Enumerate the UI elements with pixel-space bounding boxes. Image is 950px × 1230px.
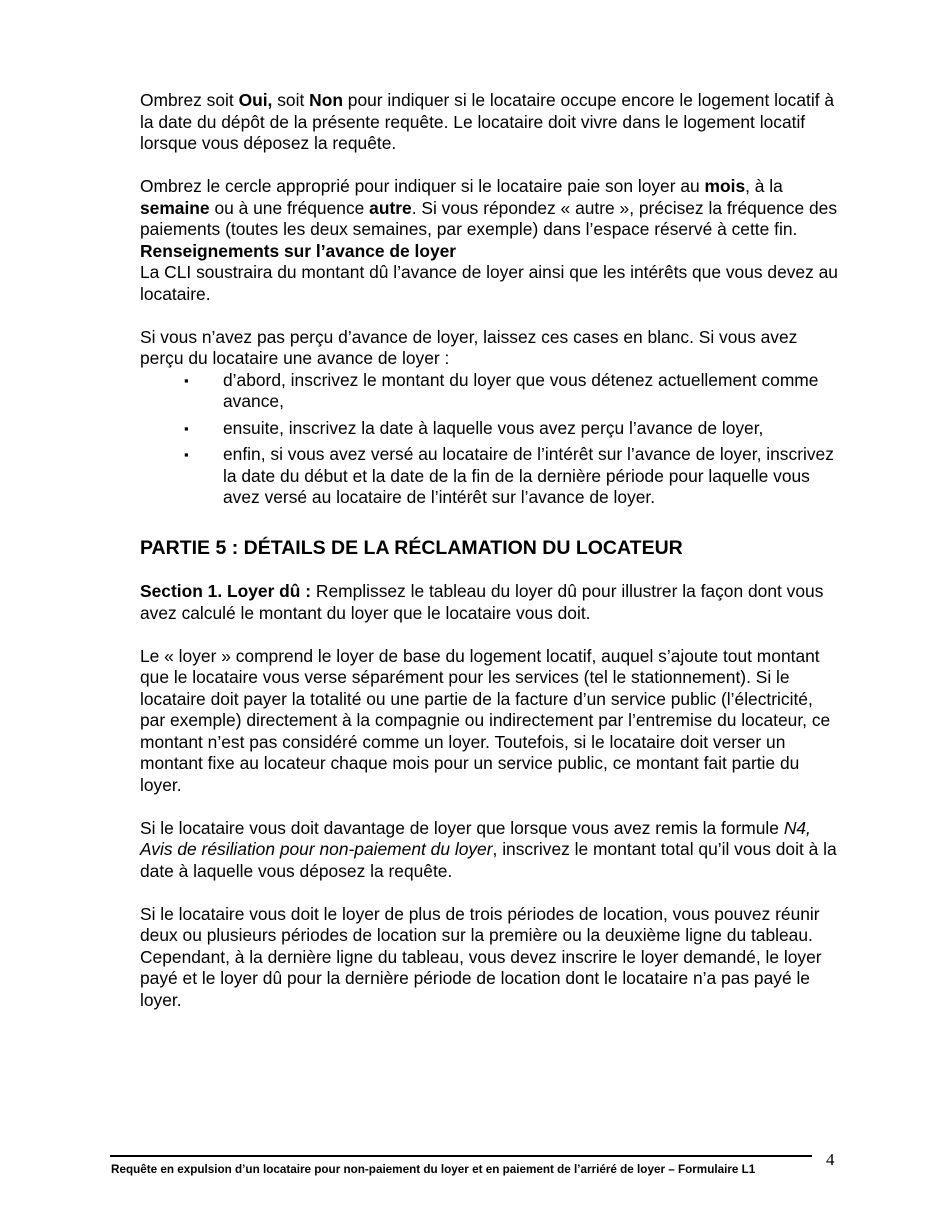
bullet-square-icon: ▪ <box>184 420 189 436</box>
paragraph-section1 <box>140 581 840 624</box>
paragraph-n4 <box>140 818 840 883</box>
text-run: ou à une fréquence <box>209 197 370 218</box>
section-heading-part5: PARTIE 5 : DÉTAILS DE LA RÉCLAMATION DU LOCATEUR <box>140 536 683 559</box>
footer-rule <box>110 1155 812 1157</box>
bold-oui: Oui, <box>238 90 273 110</box>
subheading-rent-deposit: Renseignements sur l’avance de loyer <box>140 240 457 261</box>
list-item <box>140 444 840 509</box>
list-item-text: d’abord, inscrivez le montant du loyer que vous détenez actuellement comme avance, <box>223 369 819 411</box>
paragraph-occupancy <box>140 90 840 155</box>
bold-non: Non <box>309 90 343 110</box>
bold-mois: mois <box>704 176 746 196</box>
bold-autre: autre <box>369 197 412 218</box>
paragraph-frequency <box>140 176 840 241</box>
text-run: . Si vous répondez « autre », précisez la fréquence des paiements (toutes les deux semaines, par exemple) dans l’espace réservé à cette fin. <box>140 197 838 239</box>
bullet-square-icon: ▪ <box>184 372 189 388</box>
list-item <box>140 370 840 413</box>
text-run: Ombrez soit <box>140 90 239 110</box>
text-run: pour indiquer si le locataire occupe encore le logement locatif à la date du dépôt de la présente requête. Le locataire doit vivre dans le logement locatif lorsque vous déposez la requête. <box>140 90 835 153</box>
section1-label: Section 1. Loyer dû : <box>140 581 312 601</box>
paragraph-rent-definition: Le « loyer » comprend le loyer de base du logement locatif, auquel s’ajoute tout montant que le locataire vous verse séparément pour les services (tel le stationnement). Si le locataire doit payer la totalité ou une partie de la facture d’un service public (l’électricité, par exemple) directement à la compagnie ou indirectement par l’entremise du locateur, ce montant n’est pas considéré comme un loyer. Toutefois, si le locataire doit verser un montant fixe au locateur chaque mois pour un service public, ce montant fait partie du loyer. <box>140 645 831 795</box>
text-run: Ombrez le cercle approprié pour indiquer si le locataire paie son loyer au <box>140 176 705 196</box>
paragraph-rent-deposit-intro: La CLI soustraira du montant dû l’avance de loyer ainsi que les intérêts que vous devez au locataire. <box>140 262 838 304</box>
text-run: , inscrivez le montant total qu’il vous doit à la date à laquelle vous déposez la requête. <box>140 839 837 881</box>
text-run: , à la <box>745 176 783 196</box>
text-run: soit <box>272 90 310 110</box>
form-title-italic: N4, Avis de résiliation pour non-paiement du loyer <box>140 817 811 859</box>
bold-semaine: semaine <box>140 197 210 218</box>
bullet-list <box>140 370 840 509</box>
paragraph-rental-periods: Si le locataire vous doit le loyer de plus de trois périodes de location, vous pouvez réunir deux ou plusieurs périodes de location sur la première ou la deuxième ligne du tableau. Cependant, à la dernière ligne du tableau, vous devez inscrire le loyer demandé, le loyer payé et le loyer dû pour la dernière période de location dont le locataire n’a pas payé le loyer. <box>140 903 822 1010</box>
footer-text: Requête en expulsion d’un locataire pour non-paiement du loyer et en paiement de l’arriéré de loyer – Formulaire L1 <box>111 1163 756 1176</box>
paragraph-rent-deposit-instructions: Si vous n’avez pas perçu d’avance de loyer, laissez ces cases en blanc. Si vous avez perçu du locataire une avance de loyer : <box>140 326 798 368</box>
list-item-text: ensuite, inscrivez la date à laquelle vous avez perçu l’avance de loyer, <box>223 417 764 438</box>
page-number: 4 <box>826 1150 835 1169</box>
text-run: Si le locataire vous doit davantage de loyer que lorsque vous avez remis la formule <box>140 817 784 838</box>
text-run: Remplissez le tableau du loyer dû pour illustrer la façon dont vous avez calculé le montant du loyer que le locataire vous doit. <box>140 581 824 623</box>
bullet-square-icon: ▪ <box>184 447 189 462</box>
page-body <box>140 90 840 1011</box>
list-item <box>140 418 840 440</box>
list-item-text: enfin, si vous avez versé au locataire de l’intérêt sur l’avance de loyer, inscrivez la date du début et la date de la fin de la dernière période pour laquelle vous avez versé au locataire de l’intérêt sur l’avance de loyer. <box>223 444 834 507</box>
